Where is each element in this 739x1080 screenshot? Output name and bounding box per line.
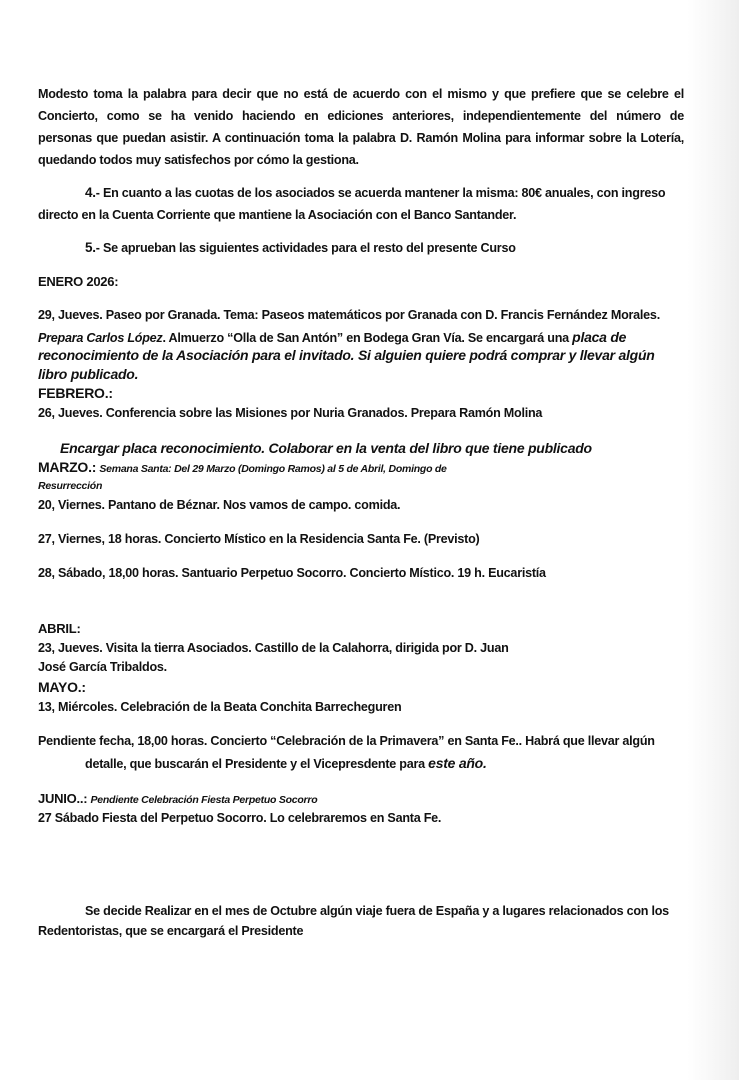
item4-text: - En cuanto a las cuotas de los asociados se acuerda mantener la misma: 80€ anuales, con ingreso bbox=[95, 186, 666, 200]
heading-junio: JUNIO..: bbox=[38, 791, 88, 806]
mayo-line-1: 13, Miércoles. Celebración de la Beata Conchita Barrecheguren bbox=[38, 700, 402, 714]
enero-line-4: libro publicado. bbox=[38, 366, 139, 382]
mayo-pending-2 bbox=[85, 753, 487, 774]
enero-line-3: reconocimiento de la Asociación para el invitado. Si alguien quiere podrá comprar y llevar algún bbox=[38, 347, 655, 363]
abril-line-2: José García Tribaldos. bbox=[38, 660, 167, 674]
mayo-este-ano: este año. bbox=[428, 755, 487, 771]
febrero-line-1: 26, Jueves. Conferencia sobre las Misiones por Nuria Granados. Prepara Ramón Molina bbox=[38, 406, 543, 420]
mayo-pending-1: Pendiente fecha, 18,00 horas. Concierto “Celebración de la Primavera” en Santa Fe.. Habrá que llevar algún bbox=[38, 734, 655, 748]
enero-almuerzo: . Almuerzo “Olla de San Antón” en Bodega Gran Vía. Se encargará una bbox=[162, 331, 573, 345]
intro-line-1: Modesto toma la palabra para decir que no está de acuerdo con el mismo y que prefiere que se celebre el bbox=[38, 87, 684, 101]
heading-marzo: MARZO.: bbox=[38, 459, 97, 475]
abril-line-1: 23, Jueves. Visita la tierra Asociados. Castillo de la Calahorra, dirigida por D. Juan bbox=[38, 641, 509, 655]
item5-number: 5. bbox=[85, 240, 96, 255]
enero-prepara: Prepara Carlos López bbox=[38, 331, 163, 345]
febrero-note: Encargar placa reconocimiento. Colaborar en la venta del libro que tiene publicado bbox=[60, 440, 592, 456]
junio-line-1: 27 Sábado Fiesta del Perpetuo Socorro. Lo celebraremos en Santa Fe. bbox=[38, 811, 442, 825]
octubre-line-2: Redentoristas, que se encargará el Presidente bbox=[38, 924, 304, 938]
marzo-event-3: 28, Sábado, 18,00 horas. Santuario Perpetuo Socorro. Concierto Místico. 19 h. Eucaristía bbox=[38, 566, 546, 580]
item4-line-1 bbox=[85, 183, 665, 203]
marzo-resurreccion: Resurrección bbox=[38, 480, 103, 492]
mayo-pending-2-text: detalle, que buscarán el Presidente y el Vicepresdente para bbox=[85, 757, 429, 771]
intro-line-4: quedando todos muy satisfechos por cómo la gestiona. bbox=[38, 153, 359, 167]
heading-abril: ABRIL: bbox=[38, 621, 81, 636]
item5-line bbox=[85, 238, 516, 258]
intro-line-3: personas que puedan asistir. A continuación toma la palabra D. Ramón Molina para informar sobre la Lotería, bbox=[38, 131, 684, 145]
item5-text: - Se aprueban las siguientes actividades para el resto del presente Curso bbox=[95, 241, 516, 255]
marzo-event-1: 20, Viernes. Pantano de Béznar. Nos vamos de campo. comida. bbox=[38, 498, 401, 512]
intro-line-2: Concierto, como se ha venido haciendo en ediciones anteriores, independientemente del número de bbox=[38, 109, 684, 123]
enero-placa: placa de bbox=[572, 329, 627, 345]
marzo-semana-santa: Semana Santa: Del 29 Marzo (Domingo Ramos) al 5 de Abril, Domingo de bbox=[99, 463, 447, 475]
enero-line-1: 29, Jueves. Paseo por Granada. Tema: Paseos matemáticos por Granada con D. Francis Fernández Morales. bbox=[38, 308, 660, 322]
heading-febrero: FEBRERO.: bbox=[38, 385, 113, 401]
heading-mayo: MAYO.: bbox=[38, 679, 86, 695]
item4-line-2: directo en la Cuenta Corriente que mantiene la Asociación con el Banco Santander. bbox=[38, 208, 517, 222]
item4-number: 4. bbox=[85, 185, 96, 200]
junio-subnote: Pendiente Celebración Fiesta Perpetuo Socorro bbox=[90, 794, 318, 806]
marzo-event-2: 27, Viernes, 18 horas. Concierto Místico en la Residencia Santa Fe. (Previsto) bbox=[38, 532, 480, 546]
junio-header-line bbox=[38, 789, 317, 810]
octubre-line-1: Se decide Realizar en el mes de Octubre algún viaje fuera de España y a lugares relacionados con los bbox=[85, 904, 669, 918]
heading-enero: ENERO 2026: bbox=[38, 274, 119, 289]
